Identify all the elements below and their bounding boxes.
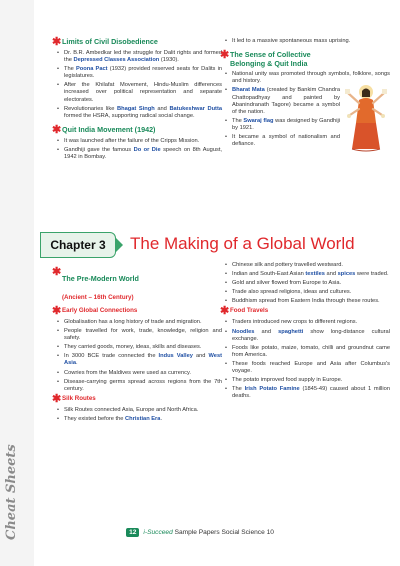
star-icon: ✱ bbox=[220, 49, 230, 62]
list-item: • It led to a massive spontaneous mass uprising. bbox=[220, 38, 390, 45]
page-number: 12 bbox=[126, 528, 139, 537]
bullet-list bbox=[52, 50, 222, 120]
list-item: • The Irish Potato Famine (1845-49) caused about 1 million deaths. bbox=[220, 386, 390, 400]
list-item: • These foods reached Europe and Asia after Columbus's voyage. bbox=[220, 361, 390, 375]
bullet-list bbox=[220, 71, 390, 85]
left-bottom-column bbox=[52, 268, 222, 425]
section-title: The Sense of Collective Belonging & Quit India bbox=[230, 50, 311, 68]
bharat-mata-illustration bbox=[342, 83, 390, 153]
star-icon: ✱ bbox=[52, 392, 62, 405]
chapter-banner bbox=[40, 232, 400, 258]
list-item: • Gold and silver flowed from Europe to Asia. bbox=[220, 280, 390, 287]
list-item: • The Swaraj flag was designed by Gandhiji by 1921. bbox=[220, 118, 340, 132]
list-item: • Bharat Mata (created by Bankim Chandra Chattopadhyay and painted by Abanindranath Tagore) became a symbol of the nation. bbox=[220, 87, 340, 115]
subsection-title: Silk Routes bbox=[62, 394, 96, 402]
chapter-label: Chapter 3 bbox=[40, 232, 116, 258]
list-item: • They existed before the Christian Era. bbox=[52, 416, 222, 423]
list-item: • It was launched after the failure of the Cripps Mission. bbox=[52, 138, 222, 145]
section-heading-quit-india bbox=[52, 123, 222, 136]
bullet-list bbox=[220, 262, 390, 305]
bullet-list bbox=[52, 407, 222, 423]
bullet-list bbox=[220, 319, 390, 400]
list-item: • The potato improved food supply in Europe. bbox=[220, 377, 390, 384]
chapter-title: The Making of a Global World bbox=[130, 234, 355, 253]
left-top-column bbox=[52, 38, 222, 163]
side-strip bbox=[0, 0, 34, 566]
list-item: • Cowries from the Maldives were used as currency. bbox=[52, 370, 222, 377]
list-item: • Traders introduced new crops to different regions. bbox=[220, 319, 390, 326]
subsection-heading-food-travels bbox=[220, 307, 390, 316]
page-footer bbox=[0, 528, 400, 537]
bullet-list bbox=[220, 87, 340, 153]
list-item: • Disease-carrying germs spread across regions from the 7th century. bbox=[52, 379, 222, 393]
subsection-title: Early Global Connections bbox=[62, 307, 138, 314]
star-icon: ✱ bbox=[52, 36, 62, 48]
list-item: • Revolutionaries like Bhagat Singh and Batukeshwar Dutta formed the HSRA, supporting radical social change. bbox=[52, 106, 222, 120]
list-item: • Gandhiji gave the famous Do or Die speech on 8th August, 1942 in Bombay. bbox=[52, 147, 222, 161]
list-item: • Trade also spread religions, ideas and cultures. bbox=[220, 289, 390, 296]
section-title: Quit India Movement (1942) bbox=[62, 124, 156, 134]
list-item: • Dr. B.R. Ambedkar led the struggle for Dalit rights and formed the Depressed Classes Association (1930). bbox=[52, 50, 222, 64]
section-subtitle: (Ancient – 16th Century) bbox=[62, 294, 134, 301]
right-top-column bbox=[220, 38, 390, 153]
footer-title: i-Succeed Sample Papers Social Science 10 bbox=[143, 529, 274, 536]
list-item: • Noodles and spaghetti show long-distance cultural exchange. bbox=[220, 329, 390, 343]
list-item: • Indian and South-East Asian textiles and spices were traded. bbox=[220, 271, 390, 278]
section-heading-pre-modern bbox=[52, 268, 222, 304]
star-icon: ✱ bbox=[52, 305, 62, 317]
list-item: • Foods like potato, maize, tomato, chilli and groundnut came from America. bbox=[220, 345, 390, 359]
list-item: • They carried goods, money, ideas, skills and diseases. bbox=[52, 344, 222, 351]
list-item: • It became a symbol of nationalism and defiance. bbox=[220, 134, 340, 148]
bharat-mata-row bbox=[220, 87, 390, 153]
list-item: • The Poona Pact (1932) provided reserved seats for Dalits in legislatures. bbox=[52, 66, 222, 80]
section-title: The Pre-Modern World bbox=[62, 274, 139, 283]
list-item: • In 3000 BCE trade connected the Indus Valley and West Asia. bbox=[52, 353, 222, 367]
star-icon: ✱ bbox=[220, 305, 230, 318]
bullet-list bbox=[220, 38, 390, 45]
list-item: • Buddhism spread from Eastern India through these routes. bbox=[220, 298, 390, 305]
bullet-list bbox=[52, 319, 222, 393]
list-item: • National unity was promoted through symbols, folklore, songs and history. bbox=[220, 71, 390, 85]
section-title: Limits of Civil Disobedience bbox=[62, 37, 158, 46]
list-item: • Chinese silk and pottery travelled westward. bbox=[220, 262, 390, 269]
star-icon: ✱ bbox=[52, 266, 62, 278]
list-item: • Globalisation has a long history of trade and migration. bbox=[52, 319, 222, 326]
section-heading-collective-belonging bbox=[220, 51, 390, 68]
side-label: Cheat Sheets bbox=[4, 444, 19, 540]
section-heading-civil-disobedience bbox=[52, 38, 222, 47]
star-icon: ✱ bbox=[52, 123, 62, 136]
subsection-title: Food Travels bbox=[230, 307, 269, 315]
list-item: • People travelled for work, trade, knowledge, religion and safety. bbox=[52, 328, 222, 342]
bullet-list bbox=[52, 138, 222, 161]
list-item: • Silk Routes connected Asia, Europe and North Africa. bbox=[52, 407, 222, 414]
list-item: • After the Khilafat Movement, Hindu-Muslim differences increased over political representation and separate electorates. bbox=[52, 82, 222, 103]
subsection-heading-silk-routes bbox=[52, 392, 222, 405]
subsection-heading-early-connections bbox=[52, 307, 222, 316]
right-bottom-column bbox=[220, 262, 390, 402]
